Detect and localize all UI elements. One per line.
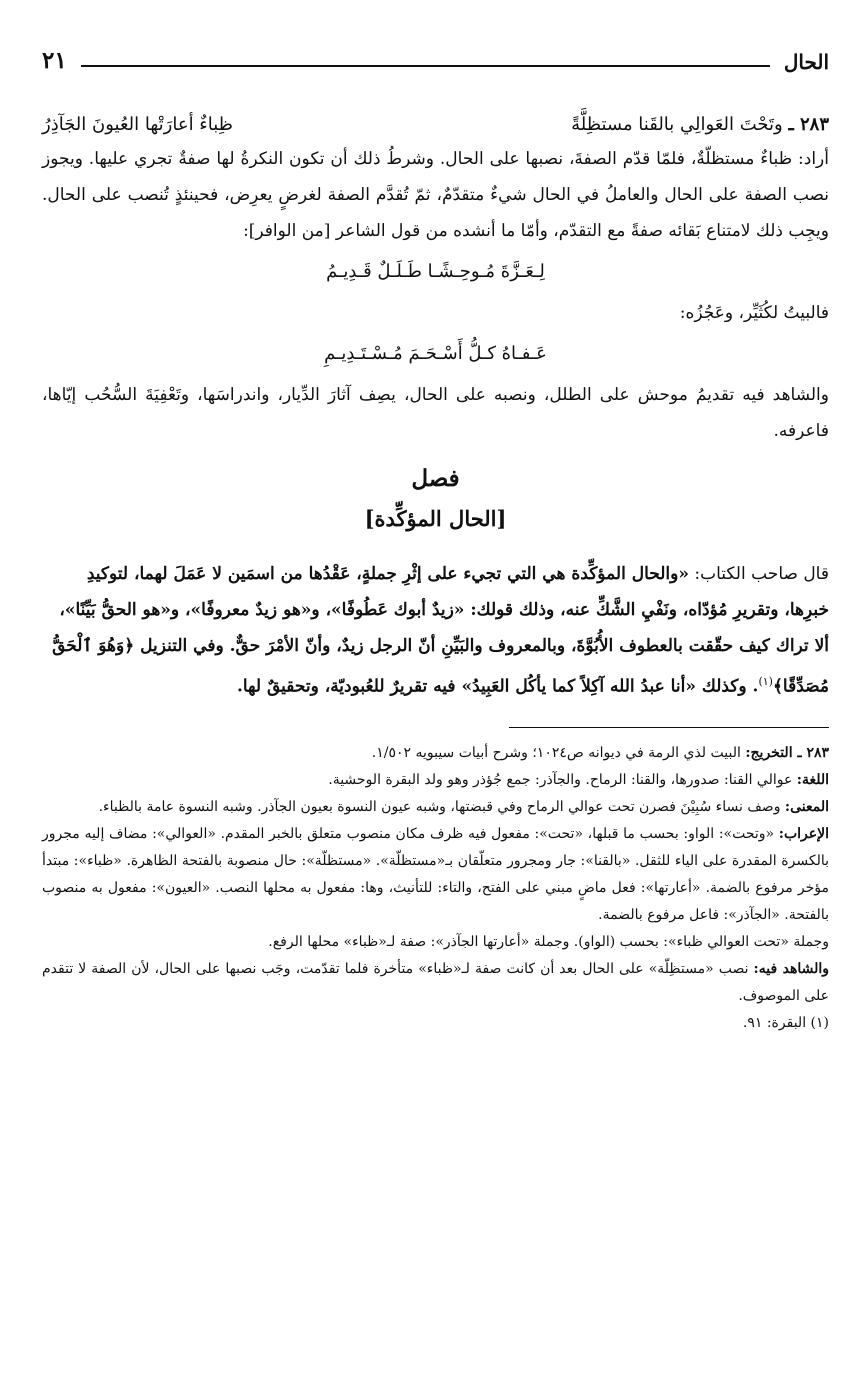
footnotes [42, 740, 829, 1037]
note-shahid [42, 956, 829, 1010]
note-maana-text: وصف نساء سُبِيْنَ فصرن تحت عوالي الرماح وفي قبضتها، وشبه عيون النسوة بعيون الجآذر. وشبه النسوة عامة بالظباء. [98, 798, 781, 815]
page [42, 38, 829, 1037]
note-lugha [42, 767, 829, 794]
paragraph-1: أراد: ظباءٌ مستظلّةٌ، فلمّا قدّم الصفةَ، نصبها على الحال. وشرطُ ذلك أن تكون النكرةُ لها صفةٌ تجري عليها. ويجوز نصب الصفة على الحال والعاملُ في الحال شيءٌ متقدّمٌ، ثمّ تُقدَّم الصفة لغرضٍ يعرِض، فحينئذٍ تُنصب على الحال. ويجِب ذلك لامتناع بَقائه صفةً مع التقدّم، وأمّا ما أنشده من قول الشاعر [من الوافر]: [42, 149, 829, 241]
note-irab-text: «وتحت»: الواو: بحسب ما قبلها، «تحت»: مفعول فيه ظرف مكان منصوب متعلق بالخبر المقدم. «العوالي»: مضاف إليه مجرور بالكسرة المقدرة على الياء للثقل. «بالقنا»: جار ومجرور متعلّقان بـ«مستظلّة». «مستظلّة»: حال منصوبة بالفتحة الظاهرة. «ظباء»: مبتدأ مؤخر مرفوع بالضمة. «أعارتها»: فعل ماضٍ مبني على الفتح، والتاء: للتأنيث، وها: مفعول به محلها النصب. «العيون»: مفعول به منصوب بالفتحة. «الجآذر»: فاعل مرفوع بالضمة. [42, 825, 829, 923]
quote-block [42, 556, 829, 705]
poem-line-2: عَـفـاهُ كـلُّ أَسْـحَـمَ مُـسْـتَـدِيـمِ [324, 343, 547, 364]
quote-paragraph [42, 556, 829, 705]
main-text [42, 141, 829, 449]
paragraph-2: فالبيتُ لكُثَيِّر، وعَجُزُه: [679, 303, 829, 323]
verse-second-half: ظِباءٌ أعارَتْها العُيونَ الجَآذِرُ [42, 114, 233, 135]
footnote-divider [509, 727, 829, 728]
section-title: فصل [411, 465, 460, 492]
note-maana [42, 794, 829, 821]
footnote-mark[interactable]: (١) [758, 675, 773, 688]
note-footnote-1: (١) البقرة: ٩١. [742, 1014, 829, 1031]
note-jumla: وجملة «تحت العوالي ظباء»: بحسب (الواو). وجملة «أعارتها الجآذر»: صفة لـ«ظباء» محلها الرفع. [268, 933, 829, 950]
note-maana-label: المعنى: [784, 798, 829, 815]
note-takhrij [42, 740, 829, 767]
quote-end: . وكذلك «أنا عبدُ الله آكِلاً كما يأكُل العَبِيدُ» فيه تقريرٌ للعُبوديّة، وتحقيقٌ لها. [236, 676, 759, 697]
quote-lead: قال صاحب الكتاب: [694, 564, 829, 584]
verse-283 [42, 114, 829, 135]
section-subtitle: [الحال المؤكِّدة] [364, 506, 507, 531]
note-takhrij-label: ٢٨٣ ـ التخريج: [745, 744, 829, 761]
note-irab-label: الإعراب: [778, 825, 829, 842]
note-takhrij-text: البيت لذي الرمة في ديوانه ص١٠٢٤؛ وشرح أبيات سيبويه ١/٥٠٢. [371, 744, 741, 761]
poem-line-1: لِـعَـزَّةَ مُـوحِـشًـا طَـلَـلٌ قَـدِيـمُ [326, 261, 545, 282]
paragraph-3: والشاهد فيه تقديمُ موحش على الطلل، ونصبه على الحال، يصِف آثارَ الدِّيار، واندراسَها، وتَعْفِيَةَ السُّحُب إيّاها، فاعرفه. [42, 385, 829, 441]
verse-first-half [571, 114, 829, 135]
note-lugha-text: عوالي القنا: صدورها، والقنا: الرماح. والجآذر: جمع جُؤذر وهو ولد البقرة الوحشية. [328, 771, 793, 788]
page-number: ٢١ [42, 47, 67, 74]
running-title: الحال [783, 50, 829, 74]
note-lugha-label: اللغة: [796, 771, 829, 788]
verse-first-half-text: وتَحْتَ العَوالِي بالقَنا مستظِلَّةً [571, 114, 783, 135]
running-header [42, 38, 829, 74]
note-shahid-text: نصب «مستظِلّة» على الحال بعد أن كانت صفة لـ«ظباء» متأخرة فلما تقدّمت، وجَب نصبها على الحال، لأن الصفة لا تتقدم على الموصوف. [42, 960, 829, 1004]
header-rule [81, 65, 770, 67]
note-shahid-label: والشاهد فيه: [753, 960, 830, 977]
note-irab [42, 821, 829, 929]
quote-text: «والحال المؤكِّدة هي التي تجيء على إثْرِ جملةٍ، عَقْدُها من اسمَين لا عَمَلَ لهما، لتوكيدِ خبرِها، وتقريرِ مُؤدّاه، ونَفْيِ الشَّكِّ عنه، وذلك قولك: «زيدٌ أبوك عَطُوفًا»، و«هو زيدٌ معروفًا»، و«هو الحقُّ بَيِّنًا»، ألا تراك كيف حقّقت بالعطوف الأُبُوَّةَ، وبالمعروف والبَيِّنِ أنّ الرجل زيدٌ، وأنّ الأمْرَ حقٌّ. وفي التنزيل ﴿وَهُوَ ٱلْحَقُّ مُصَدِّقًا﴾ [52, 564, 829, 697]
verse-number: ٢٨٣ ـ [788, 114, 829, 135]
